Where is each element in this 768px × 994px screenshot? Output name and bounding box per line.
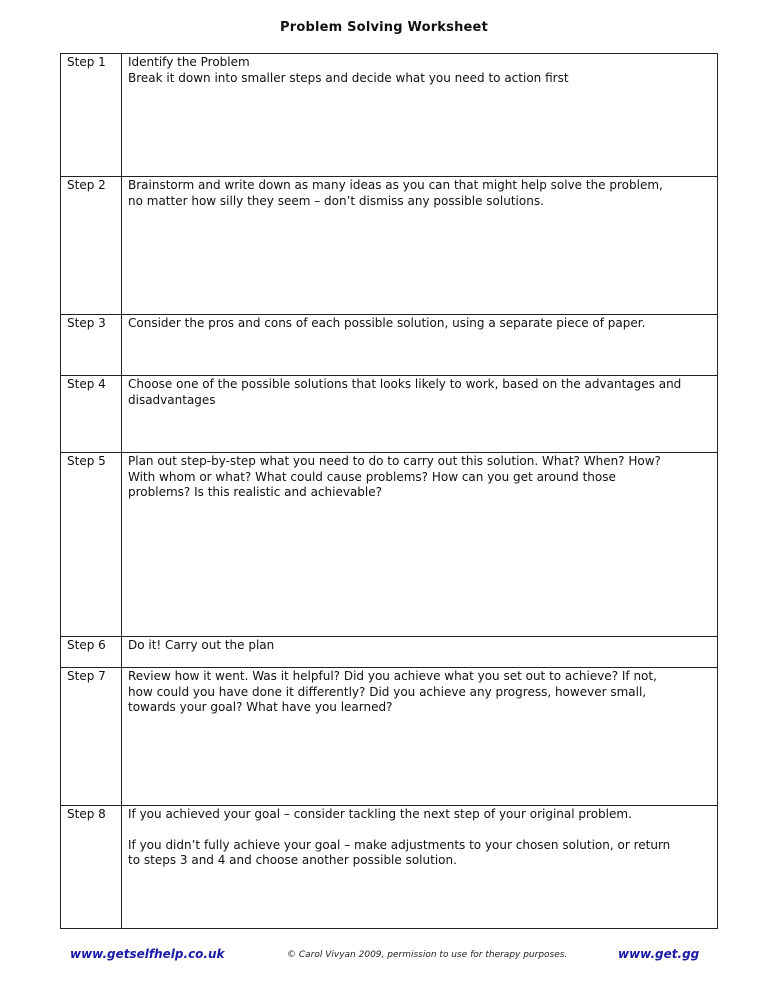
step-label: Step 5 — [61, 453, 122, 637]
step-text: Review how it went. Was it helpful? Did you achieve what you set out to achieve? If not, how could you have done it differently? Did you achieve any progress, however small, towards your goal? What have you learned? — [128, 669, 657, 714]
step-content — [122, 668, 718, 806]
step-text: Brainstorm and write down as many ideas as you can that might help solve the problem, no matter how silly they seem – don’t dismiss any possible solutions. — [128, 178, 663, 208]
step-text: If you achieved your goal – consider tackling the next step of your original problem. — [128, 807, 632, 821]
step-row — [61, 453, 718, 637]
step-content — [122, 315, 718, 376]
step-content — [122, 177, 718, 315]
step-label: Step 4 — [61, 376, 122, 453]
step-content — [122, 637, 718, 668]
step-row — [61, 376, 718, 453]
step-label: Step 6 — [61, 637, 122, 668]
step-row — [61, 637, 718, 668]
worksheet-table — [60, 53, 718, 929]
step-text-second: If you didn’t fully achieve your goal – make adjustments to your chosen solution, or return to steps 3 and 4 and choose another possible solution. — [128, 837, 671, 867]
step-content — [122, 54, 718, 177]
step-label: Step 3 — [61, 315, 122, 376]
step-content — [122, 453, 718, 637]
footer-copyright: © Carol Vivyan 2009, permission to use for therapy purposes. — [287, 950, 568, 960]
step-row — [61, 668, 718, 806]
step-row — [61, 806, 718, 929]
step-label: Step 7 — [61, 668, 122, 806]
step-row — [61, 177, 718, 315]
step-label: Step 2 — [61, 177, 122, 315]
step-content — [122, 806, 718, 929]
worksheet-title: Problem Solving Worksheet — [280, 20, 488, 35]
step-label: Step 8 — [61, 806, 122, 929]
footer-website-link[interactable]: www.getselfhelp.co.uk — [70, 947, 225, 961]
footer-short-link[interactable]: www.get.gg — [618, 947, 700, 961]
step-content — [122, 376, 718, 453]
step-text: Choose one of the possible solutions that looks likely to work, based on the advantages and disadvantages — [128, 377, 682, 407]
step-row — [61, 54, 718, 177]
step-row — [61, 315, 718, 376]
step-label: Step 1 — [61, 54, 122, 177]
step-text: Consider the pros and cons of each possible solution, using a separate piece of paper. — [128, 316, 646, 330]
step-text: Identify the Problem Break it down into smaller steps and decide what you need to action first — [128, 55, 569, 85]
step-text: Do it! Carry out the plan — [128, 638, 275, 652]
step-text: Plan out step-by-step what you need to do to carry out this solution. What? When? How? With whom or what? What could cause problems? How can you get around those problems? Is this realistic and achievable? — [128, 454, 661, 499]
